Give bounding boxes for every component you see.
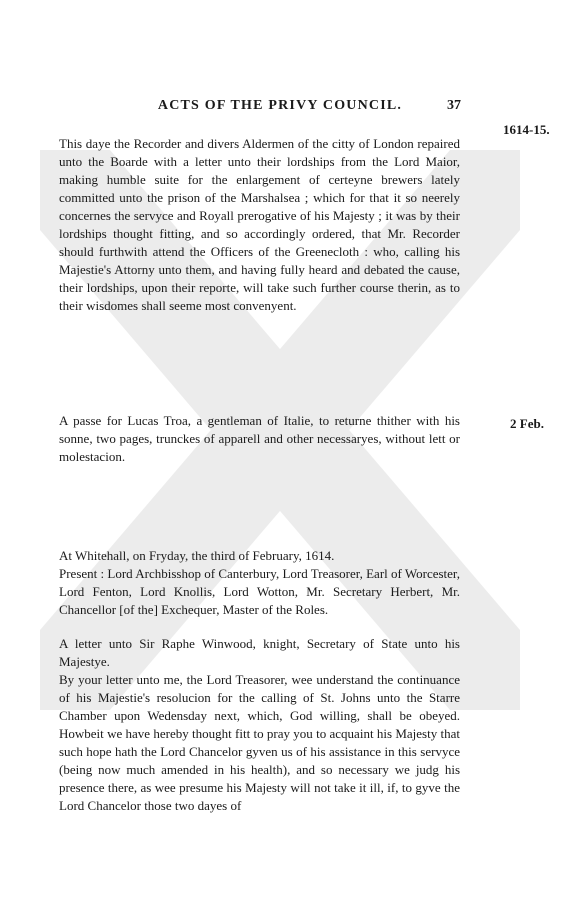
margin-date: 2 Feb. (510, 416, 544, 431)
passe-entry (59, 412, 460, 466)
running-title: ACTS OF THE PRIVY COUNCIL. (157, 98, 403, 113)
page-number: 37 (447, 98, 461, 113)
session-heading: At Whitehall, on Fryday, the third of February, 1614. (59, 548, 335, 563)
margin-year: 1614-15. (503, 122, 550, 137)
spacer (59, 619, 460, 635)
present-list: Present : Lord Archbisshop of Canterbury, Lord Treasorer, Earl of Worcester, Lord Fenton, Lord Knollis, Lord Wotton, Mr. Secretary Herbert, Mr. Chancellor [of the] Exchequer, Master of the Roles. (59, 566, 460, 617)
whitehall-session (59, 547, 460, 815)
letter-body: By your letter unto me, the Lord Treasorer, wee understand the continuance of his Majestie's resolucion for the calling of St. Johns unto the Starre Chamber upon Wedensday next, which, God willing, shall be obeyed. Howbeit we have hereby thought fitt to pray you to acquaint his Majesty that such hope hath the Lord Chancelor gyven us of his assistance in this servyce (being now much amended in his health), and so necessary we judg his presence there, as wee presume his Majesty will not take it ill, if, to gyve the Lord Chancelor those two dayes of (59, 672, 460, 813)
recorder-entry (59, 135, 460, 315)
recorder-paragraph: This daye the Recorder and divers Aldermen of the citty of London repaired unto the Boarde with a letter unto their lordships from the Lord Maior, making humble suite for the enlargement of certeyne brewers lately committed unto the prison of the Marshalsea ; which for that it so neerely concernes the servyce and Royall prerogative of his Majesty ; it was by their lordships thought fitting, and so accordingly ordered, that Mr. Recorder should furthwith attend the Officers of the Greenecloth : who, calling his Majestie's Attorny unto them, and having fully heard and debated the cause, their lordships, upon their reporte, will take such further course therin, as to their wisdomes shall seeme most convenyent. (59, 136, 460, 313)
passe-paragraph: A passe for Lucas Troa, a gentleman of Italie, to returne thither with his sonne, two pages, trunckes of apparell and other necessaryes, without lett or molestacion. (59, 413, 460, 464)
letter-heading: A letter unto Sir Raphe Winwood, knight, Secretary of State unto his Majestye. (59, 636, 460, 669)
